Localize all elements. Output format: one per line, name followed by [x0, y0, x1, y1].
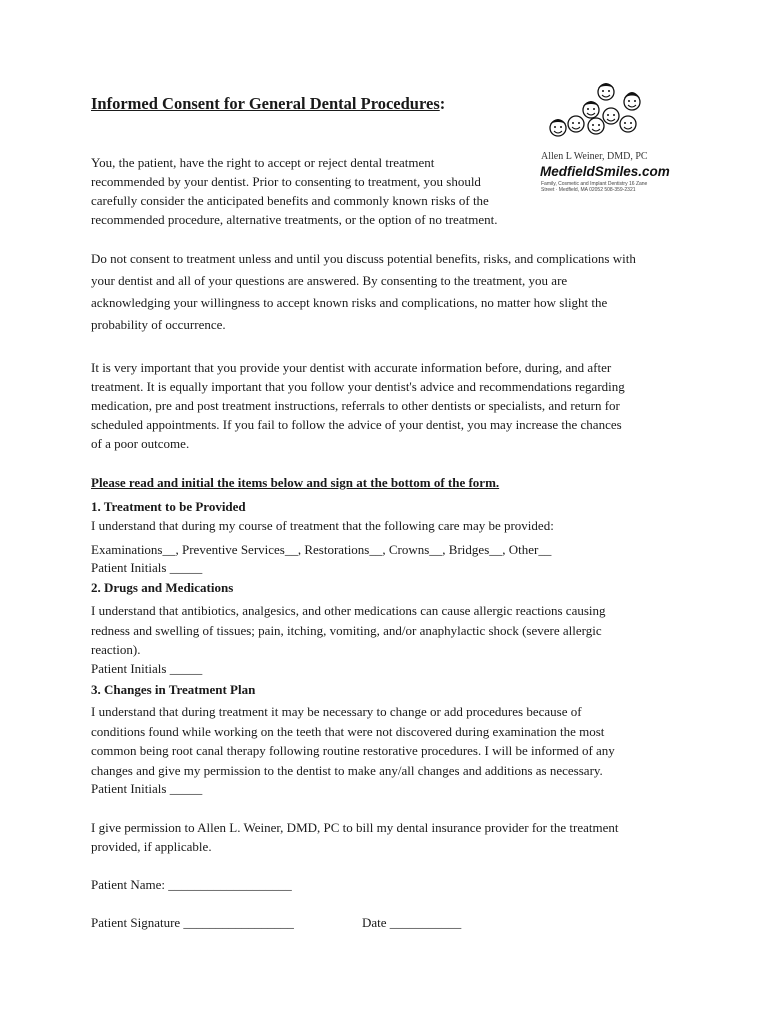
- consent-paragraph-line: Do not consent to treatment unless and until you discuss potential benefits, risks, and complications with: [91, 251, 636, 266]
- consent-paragraph-line: acknowledging your willingness to accept known risks and complications, no matter how slight the: [91, 295, 608, 310]
- section-line: changes and give my permission to the dentist to make any/all changes and additions as necessary.: [91, 763, 603, 778]
- information-paragraph-line: It is very important that you provide your dentist with accurate information before, during, and after: [91, 360, 612, 375]
- billing-line: I give permission to Allen L. Weiner, DMD, PC to bill my dental insurance provider for the treatment: [91, 820, 619, 835]
- initial-instruction: Please read and initial the items below and sign at the bottom of the form.: [91, 475, 500, 490]
- patient-initials-field[interactable]: Patient Initials _____: [91, 661, 203, 676]
- section-heading-changes: 3. Changes in Treatment Plan: [91, 682, 256, 697]
- section-line: I understand that during treatment it may be necessary to change or add procedures because of: [91, 704, 582, 719]
- consent-paragraph-line: your dentist and all of your questions are answered. By consenting to the treatment, you are: [91, 273, 568, 288]
- brand-wordmark: MedfieldSmiles.com: [540, 164, 670, 179]
- date-field[interactable]: Date ___________: [362, 915, 462, 930]
- information-paragraph-line: scheduled appointments. If you fail to follow the advice of your dentist, you may increase the chances: [91, 417, 622, 432]
- section-line: redness and swelling of tissues; pain, itching, vomiting, and/or anaphylactic shock (severe allergic: [91, 623, 602, 638]
- intro-line: You, the patient, have the right to accept or reject dental treatment: [91, 155, 435, 170]
- patient-initials-field[interactable]: Patient Initials _____: [91, 781, 203, 796]
- information-paragraph-line: treatment. It is equally important that you follow your dentist's advice and recommendations regarding: [91, 379, 625, 394]
- patient-name-field[interactable]: Patient Name: ___________________: [91, 877, 292, 892]
- section-heading-drugs: 2. Drugs and Medications: [91, 580, 234, 595]
- section-heading-treatment: 1. Treatment to be Provided: [91, 499, 246, 514]
- treatment-options-line[interactable]: Examinations__, Preventive Services__, Restorations__, Crowns__, Bridges__, Other__: [91, 542, 552, 557]
- section-line: I understand that during my course of treatment that the following care may be provided:: [91, 518, 554, 533]
- patient-initials-field[interactable]: Patient Initials _____: [91, 560, 203, 575]
- dental-practice-logo: [536, 80, 656, 150]
- section-line: I understand that antibiotics, analgesics, and other medications can cause allergic reactions causing: [91, 603, 606, 618]
- practice-tagline: Family, Cosmetic and Implant Dentistry 16 Zane Street · Medfield, MA 02052 508-359-2321: [541, 181, 648, 193]
- patient-signature-field[interactable]: Patient Signature _________________: [91, 915, 294, 930]
- dentist-name: Allen L Weiner, DMD, PC: [541, 151, 648, 162]
- intro-line: carefully consider the anticipated benefits and commonly known risks of the: [91, 193, 489, 208]
- consent-paragraph-line: probability of occurrence.: [91, 317, 226, 332]
- section-line: reaction).: [91, 642, 141, 657]
- billing-line: provided, if applicable.: [91, 839, 212, 854]
- section-line: conditions found while working on the teeth that were not discovered during examination the most: [91, 724, 605, 739]
- information-paragraph-line: medication, pre and post treatment instructions, referrals to other dentists or specialists, and return for: [91, 398, 620, 413]
- information-paragraph-line: of a poor outcome.: [91, 436, 190, 451]
- intro-line: recommended by your dentist. Prior to consenting to treatment, you should: [91, 174, 481, 189]
- section-line: common being root canal therapy following routine restorative procedures. I will be informed of any: [91, 743, 615, 758]
- intro-line: recommended procedure, alternative treatments, or the option of no treatment.: [91, 212, 498, 227]
- page-title: Informed Consent for General Dental Procedures:: [91, 94, 446, 113]
